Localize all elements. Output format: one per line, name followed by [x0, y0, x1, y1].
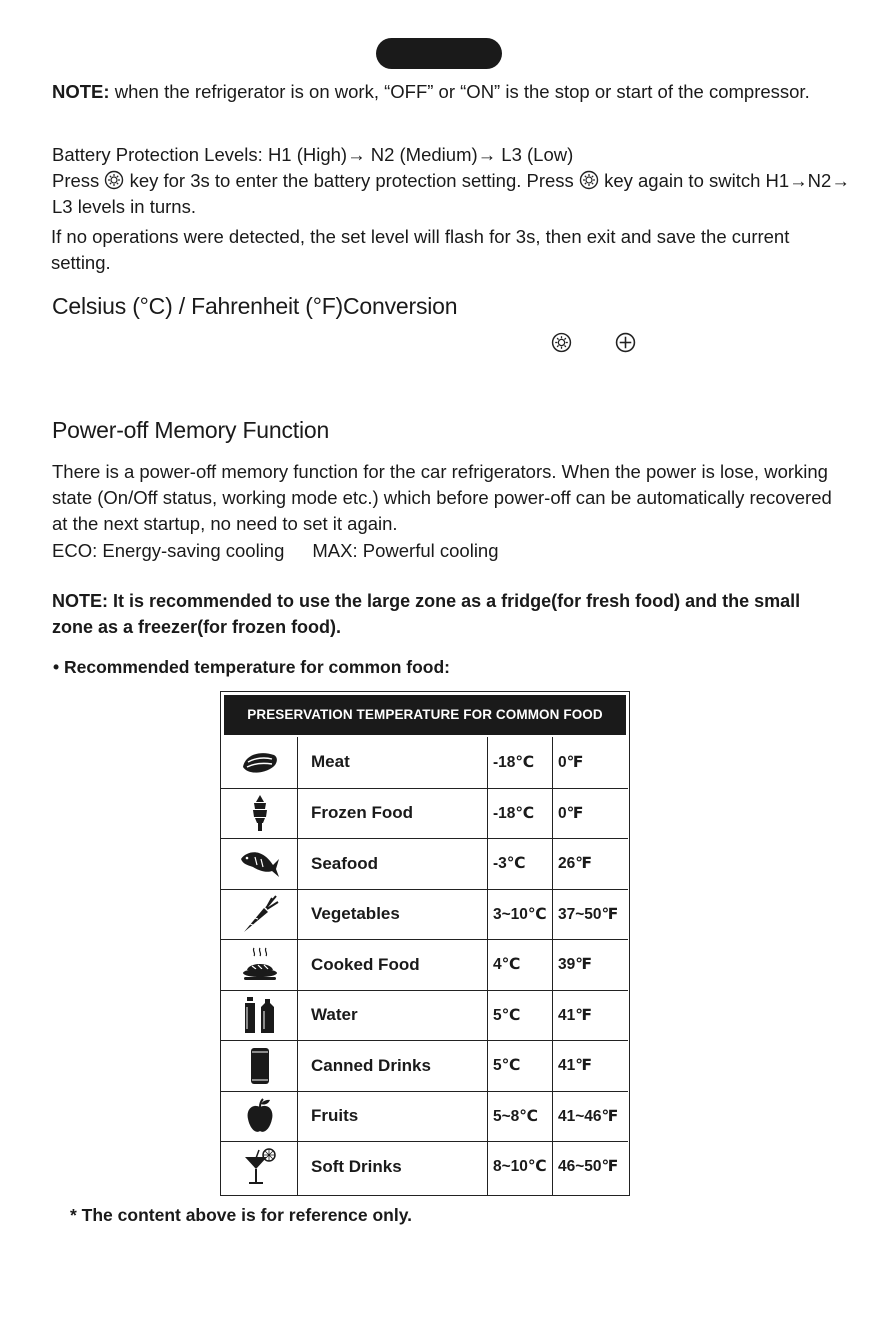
table-row — [221, 788, 628, 838]
press-text-3: key again to switch H1→N2→ L3 levels in turns. — [52, 170, 850, 217]
note-label: NOTE: — [52, 81, 110, 102]
fahrenheit-value: 39℉ — [558, 956, 593, 973]
table-row — [221, 1091, 628, 1141]
recommended-temperature-heading: • Recommended temperature for common food: — [53, 657, 451, 677]
food-name: Vegetables — [311, 904, 400, 923]
note-text: when the refrigerator is on work, “OFF” or “ON” is the stop or start of the compressor. — [109, 81, 810, 102]
fahrenheit-value: 46~50℉ — [558, 1158, 619, 1175]
mode-legend — [52, 538, 852, 564]
table-row — [221, 1141, 628, 1191]
section-title-pill — [376, 38, 502, 69]
eco-description: ECO: Energy-saving cooling — [52, 540, 285, 561]
settings-key-icon — [104, 170, 124, 190]
fish-icon — [221, 839, 298, 888]
cooked-food-icon — [221, 940, 298, 989]
celsius-value: 5~8℃ — [493, 1107, 539, 1125]
food-name: Fruits — [311, 1106, 359, 1125]
ice-cream-icon — [221, 789, 298, 838]
water-bottles-icon — [221, 991, 298, 1040]
battery-note — [52, 79, 852, 105]
table-row — [221, 1040, 628, 1090]
celsius-value: -18℃ — [493, 753, 535, 771]
table-row — [221, 990, 628, 1040]
zone-recommendation-note: NOTE: It is recommended to use the large zone as a fridge(for fresh food) and the small zone as a freezer(for frozen food). — [52, 591, 801, 637]
celsius-value: 3~10℃ — [493, 905, 547, 923]
food-name: Water — [311, 1005, 358, 1024]
fahrenheit-value: 0℉ — [558, 753, 584, 771]
cocktail-icon — [221, 1142, 298, 1191]
press-text-1: Press — [52, 170, 100, 191]
reference-footnote: * The content above is for reference only. — [70, 1205, 412, 1225]
celsius-value: 4℃ — [493, 956, 521, 973]
battery-flash-line: If no operations were detected, the set level will flash for 3s, then exit and save the current setting. — [51, 226, 790, 273]
preservation-temperature-table — [220, 691, 630, 1196]
meat-icon — [221, 737, 298, 787]
table-row — [221, 737, 628, 787]
fahrenheit-value: 26℉ — [558, 855, 593, 872]
memory-heading: Power-off Memory Function — [52, 417, 330, 443]
can-icon — [221, 1041, 298, 1090]
fahrenheit-value: 41℉ — [558, 1057, 593, 1074]
fahrenheit-value: 41℉ — [558, 1006, 593, 1024]
apple-icon — [221, 1092, 298, 1141]
celsius-value: 5℃ — [493, 1057, 521, 1074]
food-name: Frozen Food — [311, 803, 413, 822]
celsius-value: -3℃ — [493, 855, 526, 872]
carrot-icon — [221, 890, 298, 939]
table-row — [221, 889, 628, 939]
food-name: Soft Drinks — [311, 1156, 402, 1176]
press-text-2: key for 3s to enter the battery protection setting. Press — [129, 170, 574, 191]
celsius-value: 8~10℃ — [493, 1158, 547, 1175]
food-name: Seafood — [311, 853, 379, 873]
fahrenheit-value: 0℉ — [558, 804, 584, 822]
battery-press-instructions — [52, 168, 852, 220]
table-row — [221, 939, 628, 989]
fahrenheit-value: 37~50℉ — [558, 905, 619, 923]
table-header: PRESERVATION TEMPERATURE FOR COMMON FOOD — [224, 695, 626, 735]
celsius-value: 5℃ — [493, 1006, 521, 1024]
table-row — [221, 838, 628, 888]
celsius-value: -18℃ — [493, 804, 535, 822]
fahrenheit-value: 41~46℉ — [558, 1107, 619, 1125]
settings-key-icon — [579, 170, 599, 190]
memory-body: There is a power-off memory function for the car refrigerators. When the power is lose, working state (On/Off status, working mode etc.) which before power-off can be automatically recovered at the next startup, no need to set it again. — [52, 461, 832, 534]
max-description: MAX: Powerful cooling — [312, 540, 499, 561]
food-name: Cooked Food — [311, 954, 420, 974]
food-name: Meat — [311, 752, 350, 771]
conversion-heading: Celsius (°C) / Fahrenheit (°F)Conversion — [52, 293, 458, 319]
settings-key-icon — [551, 332, 572, 353]
battery-levels-line: Battery Protection Levels: H1 (High)→ N2 (Medium)→ L3 (Low) — [52, 144, 574, 165]
plus-key-icon — [615, 332, 636, 353]
food-name: Canned Drinks — [311, 1055, 431, 1075]
